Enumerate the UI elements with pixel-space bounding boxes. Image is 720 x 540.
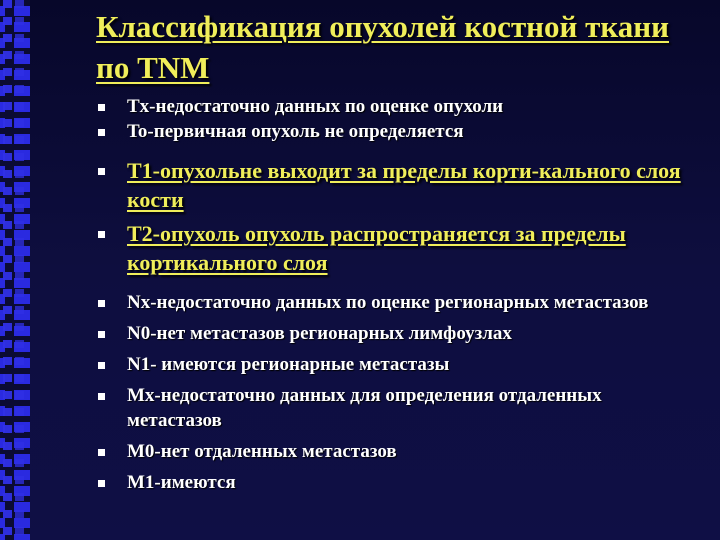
list-item-text: N1- имеются регионарные метастазы	[127, 354, 450, 375]
square-bullet-icon	[98, 231, 105, 238]
strip-column-left	[3, 0, 12, 540]
list-item-text: M0-нет отдаленных метастазов	[127, 441, 397, 462]
list-item-text: Nx-недостаточно данных по оценке регионарных метастазов	[127, 292, 649, 313]
decorative-side-strip	[0, 0, 30, 540]
list-item-text: To-первичная опухоль не определяется	[127, 121, 464, 142]
list-item-m1	[96, 470, 686, 495]
list-item-tx	[96, 94, 686, 119]
list-item-text: T1-опухольне выходит за пределы корти-кального слоя кости	[127, 158, 681, 212]
square-bullet-icon	[98, 362, 105, 369]
list-item-n1	[96, 352, 686, 377]
square-bullet-icon	[98, 168, 105, 175]
square-bullet-icon	[98, 480, 105, 487]
list-item-t1	[96, 156, 686, 214]
list-item-text: T2-опухоль опухоль распространяется за пределы кортикального слоя	[127, 221, 626, 275]
list-item-text: N0-нет метастазов регионарных лимфоузлах	[127, 323, 512, 344]
list-item-to	[96, 119, 686, 144]
list-item-mx	[96, 383, 686, 433]
square-bullet-icon	[98, 393, 105, 400]
square-bullet-icon	[98, 449, 105, 456]
list-item-text: Tx-недостаточно данных по оценке опухоли	[127, 96, 504, 117]
square-bullet-icon	[98, 300, 105, 307]
list-item-text: Mx-недостаточно данных для определения отдаленных метастазов	[127, 385, 602, 431]
list-item-nx	[96, 290, 686, 315]
list-item-t2	[96, 219, 686, 277]
list-item-n0	[96, 321, 686, 346]
square-bullet-icon	[98, 129, 105, 136]
list-item-text: M1-имеются	[127, 472, 236, 493]
square-bullet-icon	[98, 331, 105, 338]
slide-title: Классификация опухолей костной ткани по TNM	[96, 9, 669, 85]
square-bullet-icon	[98, 104, 105, 111]
strip-column-right	[15, 0, 24, 540]
list-item-m0	[96, 439, 686, 464]
classification-list	[96, 94, 686, 495]
